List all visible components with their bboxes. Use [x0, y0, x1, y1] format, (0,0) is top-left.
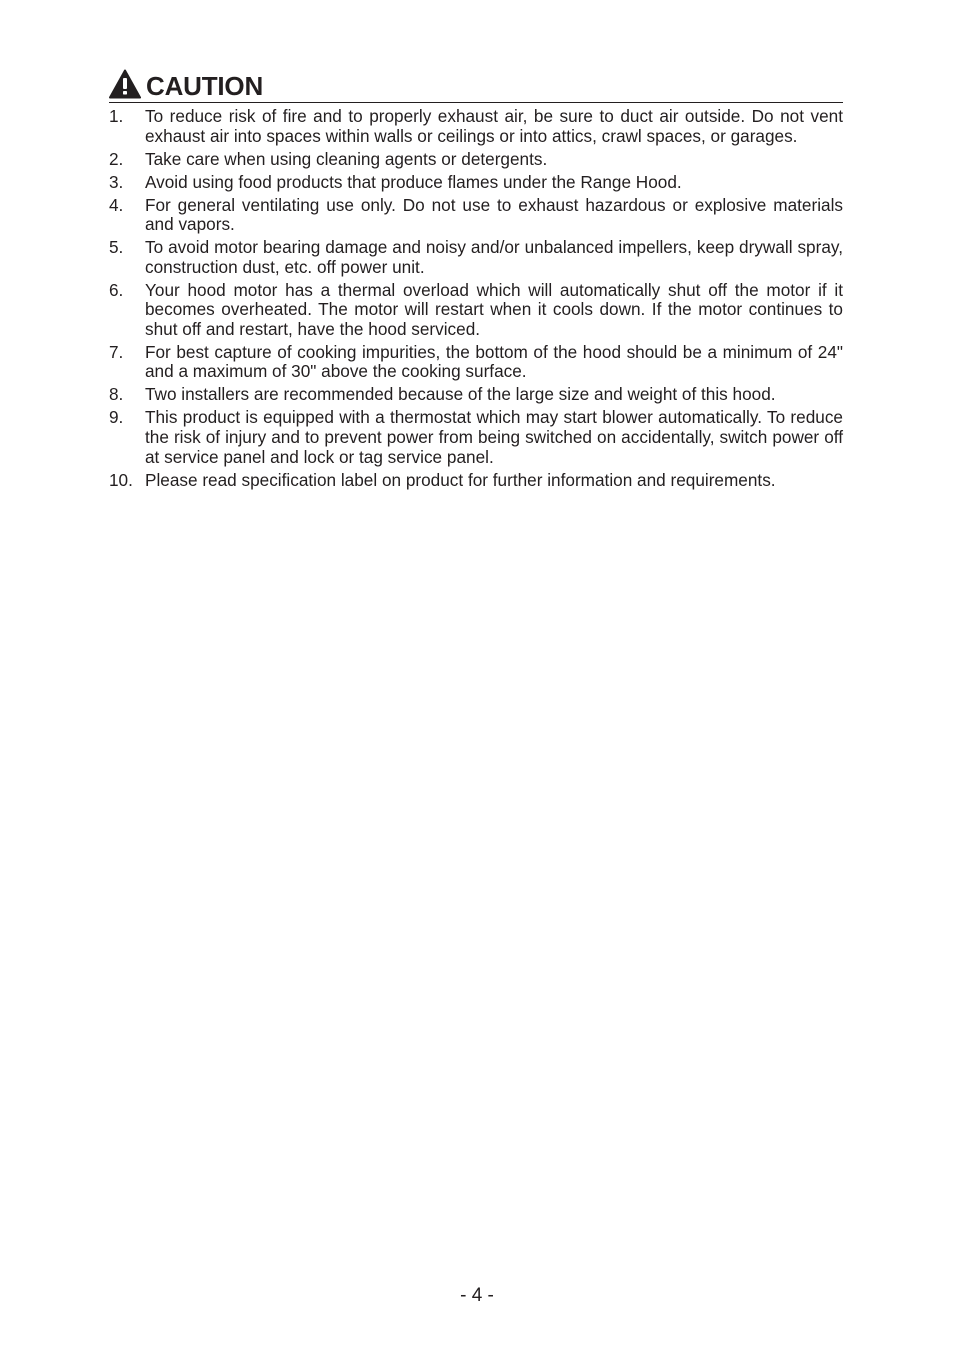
item-number: 2.: [109, 148, 124, 169]
list-item: [109, 343, 843, 382]
item-number: 1.: [109, 106, 124, 126]
item-text: Your hood motor has a thermal overload which will automatically shut off the motor if it becomes overheated. The motor will restart when it cools down. If the motor continues to shut off and restart, have the hood serviced.: [145, 279, 843, 339]
list-item: [109, 196, 843, 235]
item-number: 9.: [109, 407, 124, 428]
caution-header: [109, 68, 843, 103]
item-number: 6.: [109, 279, 124, 300]
item-text: Two installers are recommended because of the large size and weight of this hood.: [145, 384, 776, 405]
item-number: 8.: [109, 384, 124, 405]
list-item: [109, 385, 843, 405]
item-text: To reduce risk of fire and to properly exhaust air, be sure to duct air outside. Do not vent exhaust air into spaces within walls or ceilings or into attics, crawl spaces, or garages.: [145, 106, 843, 146]
item-text: To avoid motor bearing damage and noisy and/or unbalanced impellers, keep drywall spray, construction dust, etc. off power unit.: [145, 237, 843, 277]
item-text: For general ventilating use only. Do not use to exhaust hazardous or explosive materials and vapors.: [145, 194, 843, 235]
list-item: [109, 173, 843, 193]
item-text: Please read specification label on product for further information and requirements.: [145, 469, 776, 490]
item-number: 7.: [109, 341, 124, 362]
list-item: [109, 471, 843, 491]
list-item: [109, 107, 843, 146]
list-item: [109, 408, 843, 467]
warning-triangle-icon: [109, 69, 141, 99]
caution-list: [109, 107, 843, 494]
list-item: [109, 281, 843, 340]
item-text: Take care when using cleaning agents or detergents.: [145, 148, 548, 169]
item-text: For best capture of cooking impurities, the bottom of the hood should be a minimum of 24" and a maximum of 30" above the cooking surface.: [145, 341, 843, 382]
page-title: CAUTION: [146, 71, 264, 101]
item-number: 4.: [109, 194, 124, 215]
item-number: 5.: [109, 237, 124, 258]
item-text: Avoid using food products that produce flames under the Range Hood.: [145, 171, 682, 192]
page-number: - 4 -: [460, 1285, 494, 1306]
item-number: 10.: [109, 469, 133, 490]
list-item: [109, 238, 843, 277]
item-text: This product is equipped with a thermostat which may start blower automatically. To reduce the risk of injury and to prevent power from being switched on accidentally, switch power off at service panel and lock or tag service panel.: [145, 407, 843, 467]
item-number: 3.: [109, 171, 124, 192]
list-item: [109, 150, 843, 170]
